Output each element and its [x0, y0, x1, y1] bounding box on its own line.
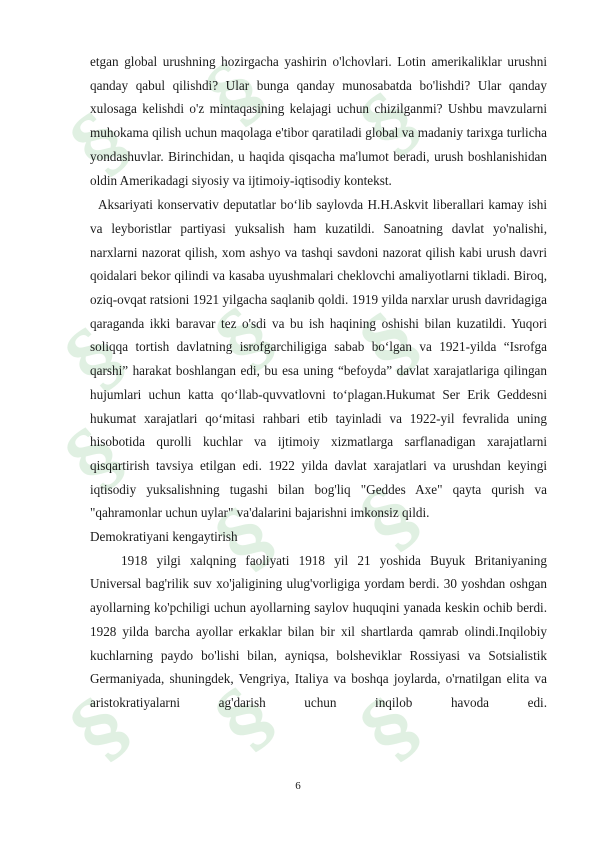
- watermark-icon: §: [199, 491, 291, 587]
- paragraph: 1918 yilgi xalqning faoliyati 1918 yil 21 yoshida Buyuk Britaniyaning Universal bag'rilik suv xo'jaligining ulug'vorligiga yordam berdi. 30 yoshdan oshgan ayollarning ko'pchiligi uchun ayollarning saylov huquqini yanada keskin ochib berdi. 1928 yilda barcha ayollar erkaklar bilan bir xil shartlarda qamrab olindi.Inqilobiy kuchlarning paydo bo'lishi bilan, ayniqsa, bolsheviklar Rossiyasi va Sotsialistik Germaniyada, shuningdek, Vengriya, Italiya va boshqa joylarda, o'rnatilgan elita va aristokratiyalarni ag'darish uchun inqilob havoda edi.: [90, 552, 547, 710]
- watermark-icon: §: [49, 311, 141, 407]
- paragraph: etgan global urushning hozirgacha yashirin o'lchovlari. Lotin amerikaliklar urushni qanday qabul qilishdi? Ular bunga qanday munosabatda bo'lishdi? Ular qanday xulosaga kelishdi o'z mintaqasining kelajagi uchun chizilganmi? Ushbu mavzularni muhokama qilish uchun maqolaga e'tibor qaratiladi global va madaniy tarixga turlicha yondashuvlar. Birinchidan, u haqida qisqacha ma'lumot beradi, urush boshlanishidan oldin Amerikadagi siyosiy va ijtimoiy-iqtisodiy kontekst.: [90, 54, 547, 188]
- document-body: [90, 46, 547, 715]
- paragraph: Aksariyati konservativ deputatlar bo‘lib saylovda H.H.Askvit liberallari kamay ishi va leyboristlar partiyasi yuksalish ham kuzatildi. Sanoatning davlat yo'nalishi, narxlarni nazorat qilish, xom ashyo va tashqi savdoni nazorat qilish kabi urush davri qoidalari bekor qilindi va kasaba uyushmalari cheklovchi amaliyotlarni tikladi. Biroq, oziq-ovqat ratsioni 1921 yilgacha saqlanib qoldi. 1919 yilda narxlar urush davridagiga qaraganda ikki baravar tez o'sdi va bu ish haqining oshishi bilan kuzatildi. Yuqori soliqqa tortish davlatning isrofgarchiligiga sabab bo‘lgan va 1921-yilda “Isrofga qarshi” harakat boshlangan edi, bu esa uning “befoyda” davlat xarajatlariga qilingan hujumlari uchun katta qo‘llab-quvvatlovni to‘plagan.Hukumat Ser Erik Geddesni hukumat xarajatlari qo‘mitasi rahbari etib tayinladi va 1922-yil fevralida uning hisobotida qurolli kuchlar va ijtimoiy xizmatlarga sarflanadigan xarajatlarni qisqartirish tavsiya etilgan edi. 1922 yilda davlat xarajatlari va urushdan keyingi iqtisodiy yuksalishning tugashi bilan bog'liq "Geddes Axe" qayta qurish va "qahramonlar uchun uylar" va'dalarini bajarishni imkonsiz qildi.: [90, 197, 547, 521]
- watermark-icon: §: [344, 296, 436, 392]
- watermark-icon: §: [344, 76, 436, 172]
- watermark-icon: §: [199, 671, 291, 767]
- section-heading: Demokratiyani kengaytirish: [90, 529, 238, 545]
- watermark-icon: §: [344, 471, 436, 567]
- watermark-icon: §: [54, 96, 146, 192]
- watermark-icon: §: [199, 291, 291, 387]
- page-number: 6: [295, 780, 301, 792]
- watermark-icon: §: [344, 681, 436, 777]
- watermark-icon: §: [54, 681, 146, 777]
- watermark-icon: §: [49, 411, 141, 507]
- watermark-icon: §: [189, 46, 281, 142]
